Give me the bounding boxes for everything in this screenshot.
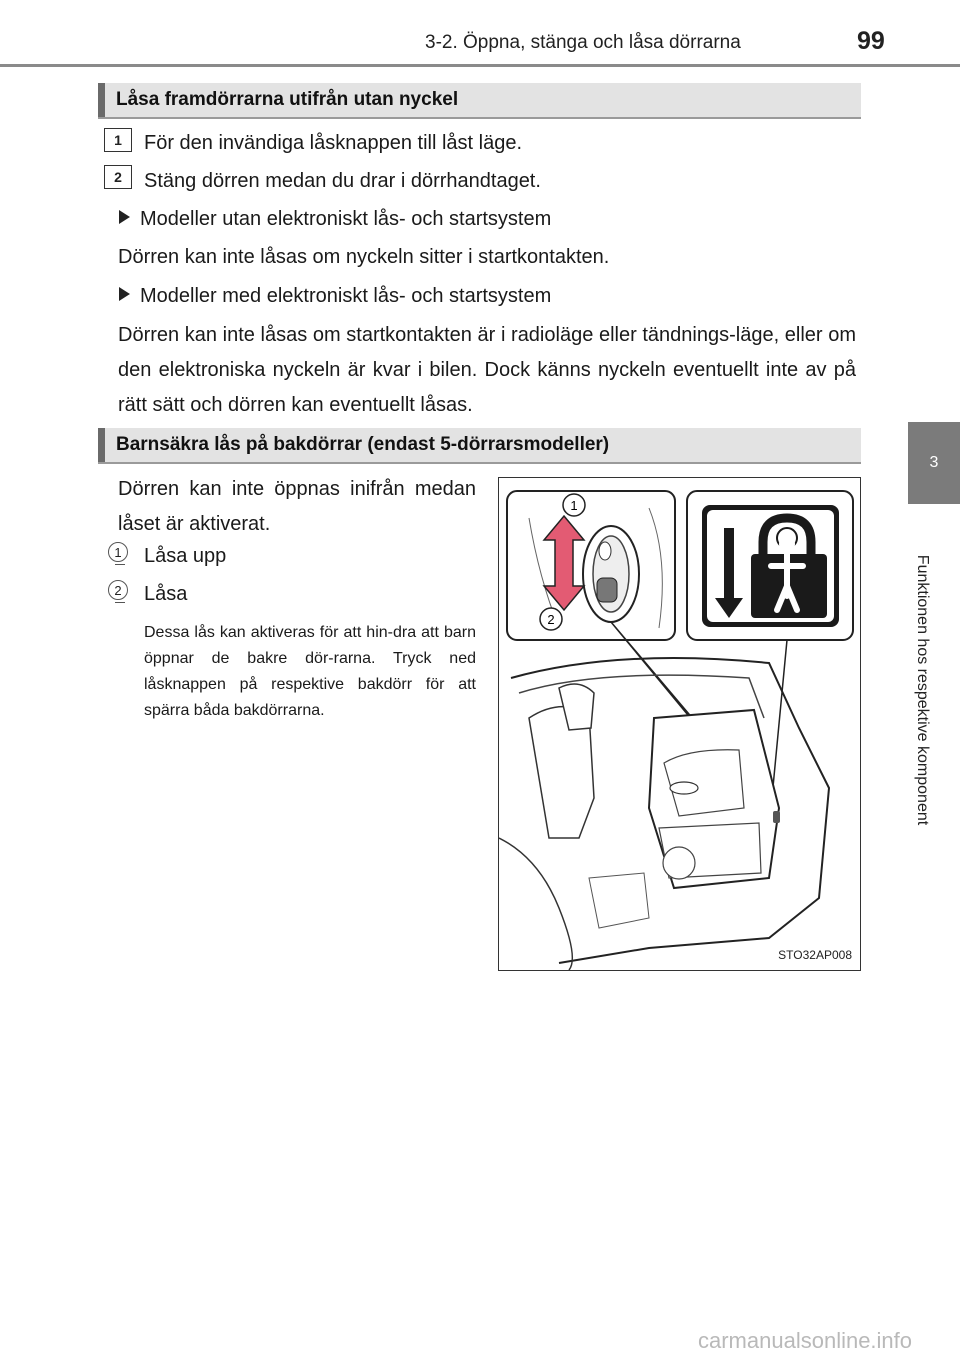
chapter-title-vertical <box>900 510 944 870</box>
page-number: 99 <box>857 27 885 55</box>
door-handle <box>670 782 698 794</box>
callout-1-label: 1 <box>570 498 578 513</box>
header-section-title: 3-2. Öppna, stänga och låsa dörrarna <box>425 32 741 53</box>
speaker <box>663 847 695 879</box>
child-lock-switch <box>773 811 780 823</box>
model-a-text: Dörren kan inte låsas om nyckeln sitter i startkontakten. <box>118 246 610 268</box>
chapter-number: 3 <box>929 454 939 471</box>
item-number-1: 1 <box>108 542 128 562</box>
item-number-2: 2 <box>108 580 128 600</box>
triangle-bullet-icon <box>119 287 130 301</box>
child-lock-note: Dessa lås kan aktiveras för att hin-dra att barn öppnar de bakre dör-rarna. Tryck ned låsknappen på respektive bakdörr för att spärra båda bakdörrarna. <box>144 624 476 719</box>
figure-code: STO32AP008 <box>778 948 852 962</box>
step-text-2: Stäng dörren medan du drar i dörrhandtaget. <box>144 170 541 192</box>
callout-2-label: 2 <box>547 612 555 627</box>
model-b-text: Dörren kan inte låsas om startkontakten är i radioläge eller tändnings-läge, eller om den elektroniska nyckeln är kvar i bilen. Dock känns nyckeln eventuellt inte av på rätt sätt och dörren kan eventuellt låsas. <box>118 324 856 416</box>
model-bullet-without-smart-key: Modeller utan elektroniskt lås- och startsystem <box>119 208 551 231</box>
lock-knob <box>597 578 617 602</box>
step-number-1: 1 <box>104 128 132 152</box>
step-number-2: 2 <box>104 165 132 189</box>
child-lock-intro: Dörren kan inte öppnas inifrån medan låset är aktiverat. <box>118 478 476 535</box>
section-heading-front-doors: Låsa framdörrarna utifrån utan nyckel <box>98 83 861 119</box>
header-divider <box>0 64 960 67</box>
model-bullet-with-smart-key: Modeller med elektroniskt lås- och startsystem <box>119 285 551 308</box>
child-lock-illustration <box>498 477 861 971</box>
watermark: carmanualsonline.info <box>698 1328 913 1353</box>
item-label-unlock: Låsa upp <box>144 545 227 567</box>
chapter-title: Funktionen hos respektive komponent <box>914 554 932 826</box>
item-label-lock: Låsa <box>144 583 188 605</box>
car-door-drawing <box>499 478 859 970</box>
step-text-1: För den invändiga låsknappen till låst läge. <box>144 132 523 154</box>
section-heading-child-locks: Barnsäkra lås på bakdörrar (endast 5-dörrarsmodeller) <box>98 428 861 464</box>
chapter-tab <box>908 422 960 504</box>
triangle-bullet-icon <box>119 210 130 224</box>
